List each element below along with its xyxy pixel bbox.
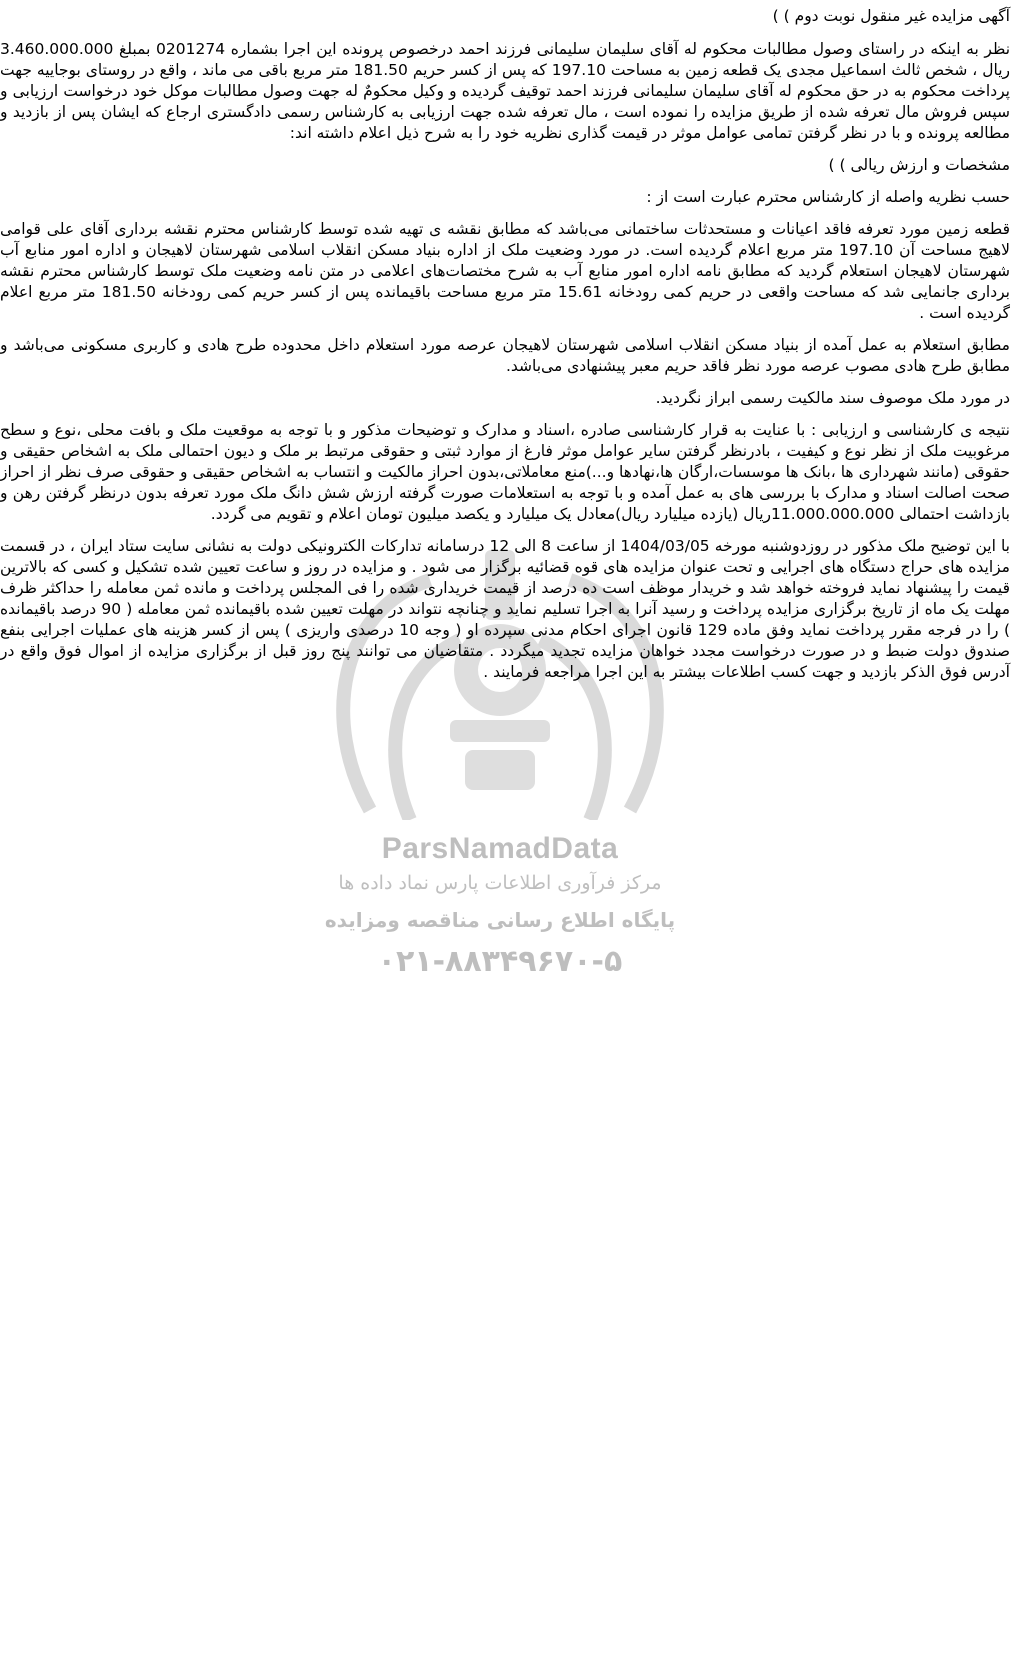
notice-title: آگهی مزایده غیر منقول نوبت دوم ) )	[772, 7, 1010, 25]
land-description-paragraph: قطعه زمین مورد تعرفه فاقد اعیانات و مستحدثات ساختمانی می‌باشد که مطابق نقشه ی تهیه شده توسط کارشناس محترم نقشه برداری آقای علی قوامی لاهیج مساحت آن 197.10 متر مربع اعلام گردیده است. در مورد وضعیت ملک از اداره بنیاد مسکن انقلاب اسلامی شهرستان لاهیجان و اداره امور منابع آب شهرستان لاهیجان استعلام گردید که مطابق نامه اداره امور منابع آب به شرح مختصات‌های اعلامی در متن نامه وضعیت ملک توسط کارشناس محترم نقشه برداری جانمایی شد که مساحت واقعی در حریم کمی رودخانه 15.61 متر مربع مساحت باقیمانده پس از کسر حریم کمی رودخانه 181.50 متر مربع اعلام گردیده است .	[0, 220, 1011, 322]
watermark-line-2: پایگاه اطلاع رسانی مناقصه ومزایده	[324, 908, 676, 932]
auction-terms-paragraph: با این توضیح ملک مذکور در روزدوشنبه مورخه 1404/03/05 از ساعت 8 الی 12 درسامانه تدارکات الکترونیکی دولت به نشانی سایت ستاد ایران ، در قسمت مزایده های حراج دستگاه های اجرایی و تحت عنوان مزایده های قوه قضائیه برگزار می شود . و مزایده در روز و ساعت تعیین شده تشکیل و کسی که بالاترین قیمت را پیشنهاد نماید فروخته خواهد شد و خریدار موظف است ده درصد از قیمت خریداری شده را فی المجلس پرداخت و مانده ثمن معامله را حداکثر ظرف مهلت یک ماه از تاریخ برگزاری مزایده پرداخت و رسید آنرا به اجرا تسلیم نماید و چنانچه نتواند در مهلت تعیین شده باقیمانده ثمن معامله ( 90 درصد باقیمانده ) را در فرجه مقرر پرداخت نماید وفق ماده 129 قانون اجرای احکام مدنی سپرده او ( وجه 10 درصدی واریزی ) پس از کسر هزینه های عملیات اجرایی بنفع صندوق دولت ضبط و در صورت درخواست مجدد خواهان مزایده تجدید میگردد . متقاضیان می توانند پنج روز قبل از برگزاری مزایده از اموال فوق واقع در آدرس فوق الذکر بازدید و جهت کسب اطلاعات بیشتر به این اجرا مراجعه فرمایند .	[0, 537, 1011, 681]
auction-notice	[0, 6, 1010, 694]
specs-heading: مشخصات و ارزش ریالی ) )	[828, 156, 1010, 174]
ownership-paragraph: در مورد ملک موصوف سند مالکیت رسمی ابراز نگردید.	[655, 389, 1010, 407]
watermark-brand: ParsNamadData	[381, 832, 619, 865]
valuation-paragraph: نتیجه ی کارشناسی و ارزیابی : با عنایت به قرار کارشناسی صادره ،اسناد و مدارک و توضیحات مذکور و با توجه به موقعیت ملک و بافت محلی ،نوع و سطح مرغوبیت ملک از نظر نوع و کیفیت ، بادرنظر گرفتن سایر عوامل موثر فارغ از موارد ثبتی و حقوقی مرتبط بر ملک و دیون احتمالی ملک به اشخاص حقیقی و حقوقی (مانند شهرداری ها ،بانک ها موسسات،ارگان ها،نهادها و...)منع معاملاتی،بدون احراز مالکیت و انتساب به اشخاص حقیقی و حقوقی صرف نظر از احراز صحت اصالت اسناد و مدارک با بررسی های به عمل آمده و با توجه به استعلامات صورت گرفته ارزش شش دانگ ملک مورد تعرفه بدون درنظر گرفتن رهن و بازداشت احتمالی 11.000.000.000ریال (یازده میلیارد ریال)معادل یک میلیارد و یکصد میلیون تومان اعلام و تقویم می گردد.	[0, 421, 1010, 523]
watermark-phone: ۰۲۱-۸۸۳۴۹۶۷۰-۵	[377, 944, 623, 979]
watermark-line-1: مرکز فرآوری اطلاعات پارس نماد داده ها	[338, 872, 662, 894]
inquiry-paragraph: مطابق استعلام به عمل آمده از بنیاد مسکن انقلاب اسلامی شهرستان لاهیجان عرصه مورد استعلام داخل محدوده طرح هادی و کاربری مسکونی می‌باشد و مطابق طرح هادی مصوب عرصه مورد نظر فاقد حریم معبر پیشنهادی می‌باشد.	[0, 336, 1010, 375]
intro-paragraph: نظر به اینکه در راستای وصول مطالبات محکوم له آقای سلیمان سلیمانی فرزند احمد درخصوص پرونده این اجرا بشماره 0201274 بمبلغ 3.460.000.000 ریال ، شخص ثالث اسماعیل مجدی یک قطعه زمین به مساحت 197.10 که پس از کسر حریم 181.50 متر مربع باقی می ماند ، واقع در روستای بوجاییه جهت پرداخت محکوم به در حق محکوم له آقای سلیمان سلیمانی فرزند احمد توقیف گردیده و وکیل محکومٌ له جهت وصول مطالبات موکل خود درخواست ارزیابی و سپس فروش مال تعرفه شده از طریق مزایده را نموده است ، مال تعرفه شده جهت ارزیابی به کارشناس رسمی دادگستری ارجاع که ایشان پس از بازدید و مطالعه پرونده و با در نظر گرفتن تمامی عوامل موثر در قیمت گذاری نظریه خود را به شرح ذیل اعلام داشته اند:	[0, 40, 1011, 142]
expert-intro: حسب نظریه واصله از کارشناس محترم عبارت است از :	[646, 188, 1010, 206]
